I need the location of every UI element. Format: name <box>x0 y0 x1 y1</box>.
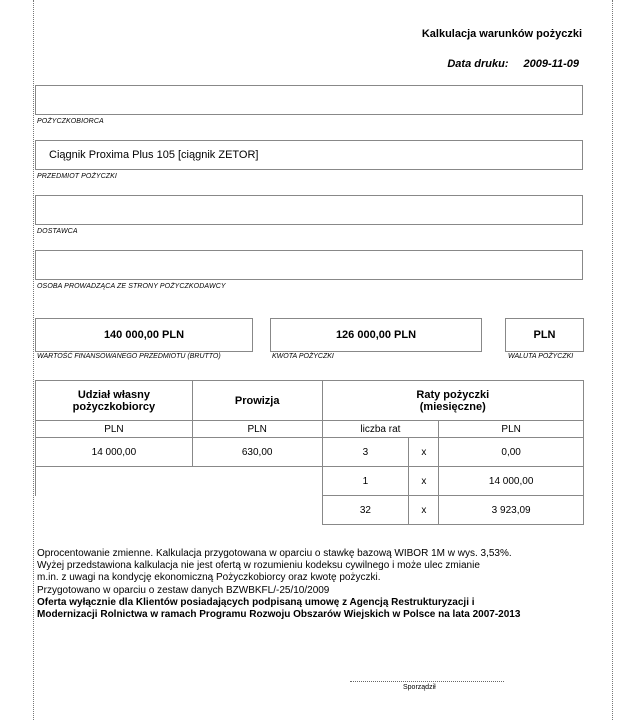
own-share-value: 14 000,00 <box>36 438 193 467</box>
supplier-field[interactable] <box>35 195 583 225</box>
subject-value: Ciągnik Proxima Plus 105 [ciągnik ZETOR] <box>49 149 259 161</box>
right-margin-line <box>612 0 613 720</box>
left-margin-line <box>33 0 34 720</box>
financed-value-box: 140 000,00 PLN <box>35 318 253 352</box>
loan-rates-table <box>35 380 584 525</box>
notes-section <box>37 548 612 621</box>
document-title: Kalkulacja warunków pożyczki <box>421 28 582 40</box>
currency-label: WALUTA POŻYCZKI <box>508 353 574 360</box>
table-row <box>36 496 584 525</box>
multiply-sign: x <box>409 467 439 496</box>
installment-count: 32 <box>322 496 409 525</box>
installment-amount: 0,00 <box>439 438 584 467</box>
borrower-field[interactable] <box>35 85 583 115</box>
table-row <box>36 467 584 496</box>
signature-label: Sporządził <box>403 684 436 691</box>
print-date <box>447 58 579 70</box>
own-share-header: Udział własny pożyczkobiorcy <box>36 381 193 421</box>
print-date-label: Data druku: <box>447 58 509 70</box>
installment-count: 1 <box>322 467 409 496</box>
currency-box: PLN <box>505 318 584 352</box>
installment-amount: 14 000,00 <box>439 467 584 496</box>
multiply-sign: x <box>409 496 439 525</box>
supplier-label: DOSTAWCA <box>37 228 78 235</box>
multiply-sign: x <box>409 438 439 467</box>
note-disclaimer: Wyżej przedstawiona kalkulacja nie jest ofertą w rozumieniu kodeksu cywilnego i może ulec zmianie <box>37 560 480 572</box>
table-subheader-row <box>36 421 584 438</box>
print-date-value: 2009-11-09 <box>523 58 579 70</box>
loan-amount-label: KWOTA POŻYCZKI <box>272 353 334 360</box>
financed-value-label: WARTOŚĆ FINANSOWANEGO PRZEDMIOTU (BRUTTO) <box>37 353 221 360</box>
empty-cell <box>36 496 193 525</box>
lender-person-field[interactable] <box>35 250 583 280</box>
installment-count: 3 <box>322 438 409 467</box>
note-dataset: Przygotowano w oparciu o zestaw danych BZWBKFL/-25/10/2009 <box>37 584 330 596</box>
installment-amount: 3 923,09 <box>439 496 584 525</box>
loan-amount-box: 126 000,00 PLN <box>270 318 482 352</box>
subject-label: PRZEDMIOT POŻYCZKI <box>37 173 117 180</box>
commission-unit: PLN <box>192 421 322 438</box>
note-disclaimer-cont: m.in. z uwagi na kondycję ekonomiczną Pożyczkobiorcy oraz kwotę pożyczki. <box>37 572 381 584</box>
note-interest: Oprocentowanie zmienne. Kalkulacja przygotowana w oparciu o stawkę bazową WIBOR 1M w wys. 3,53%. <box>37 548 512 559</box>
installments-header: Raty pożyczki (miesięczne) <box>322 381 583 421</box>
table-row <box>36 438 584 467</box>
signature-line <box>350 681 504 682</box>
installment-amount-unit: PLN <box>439 421 584 438</box>
table-header-row <box>36 381 584 421</box>
borrower-label: POŻYCZKOBIORCA <box>37 118 104 125</box>
own-share-unit: PLN <box>36 421 193 438</box>
note-offer-bold-2: Modernizacji Rolnictwa w ramach Programu Rozwoju Obszarów Wiejskich w Polsce na lata 2007-2013 <box>37 609 521 621</box>
commission-header: Prowizja <box>192 381 322 421</box>
installment-count-header: liczba rat <box>322 421 439 438</box>
note-offer-bold-1: Oferta wyłącznie dla Klientów posiadających podpisaną umowę z Agencją Restrukturyzacji i <box>37 596 475 608</box>
empty-cell <box>192 467 322 496</box>
empty-cell <box>36 467 193 496</box>
subject-field[interactable] <box>35 140 583 170</box>
commission-value: 630,00 <box>192 438 322 467</box>
empty-cell <box>192 496 322 525</box>
lender-person-label: OSOBA PROWADZĄCA ZE STRONY POŻYCZKODAWCY <box>37 283 226 290</box>
